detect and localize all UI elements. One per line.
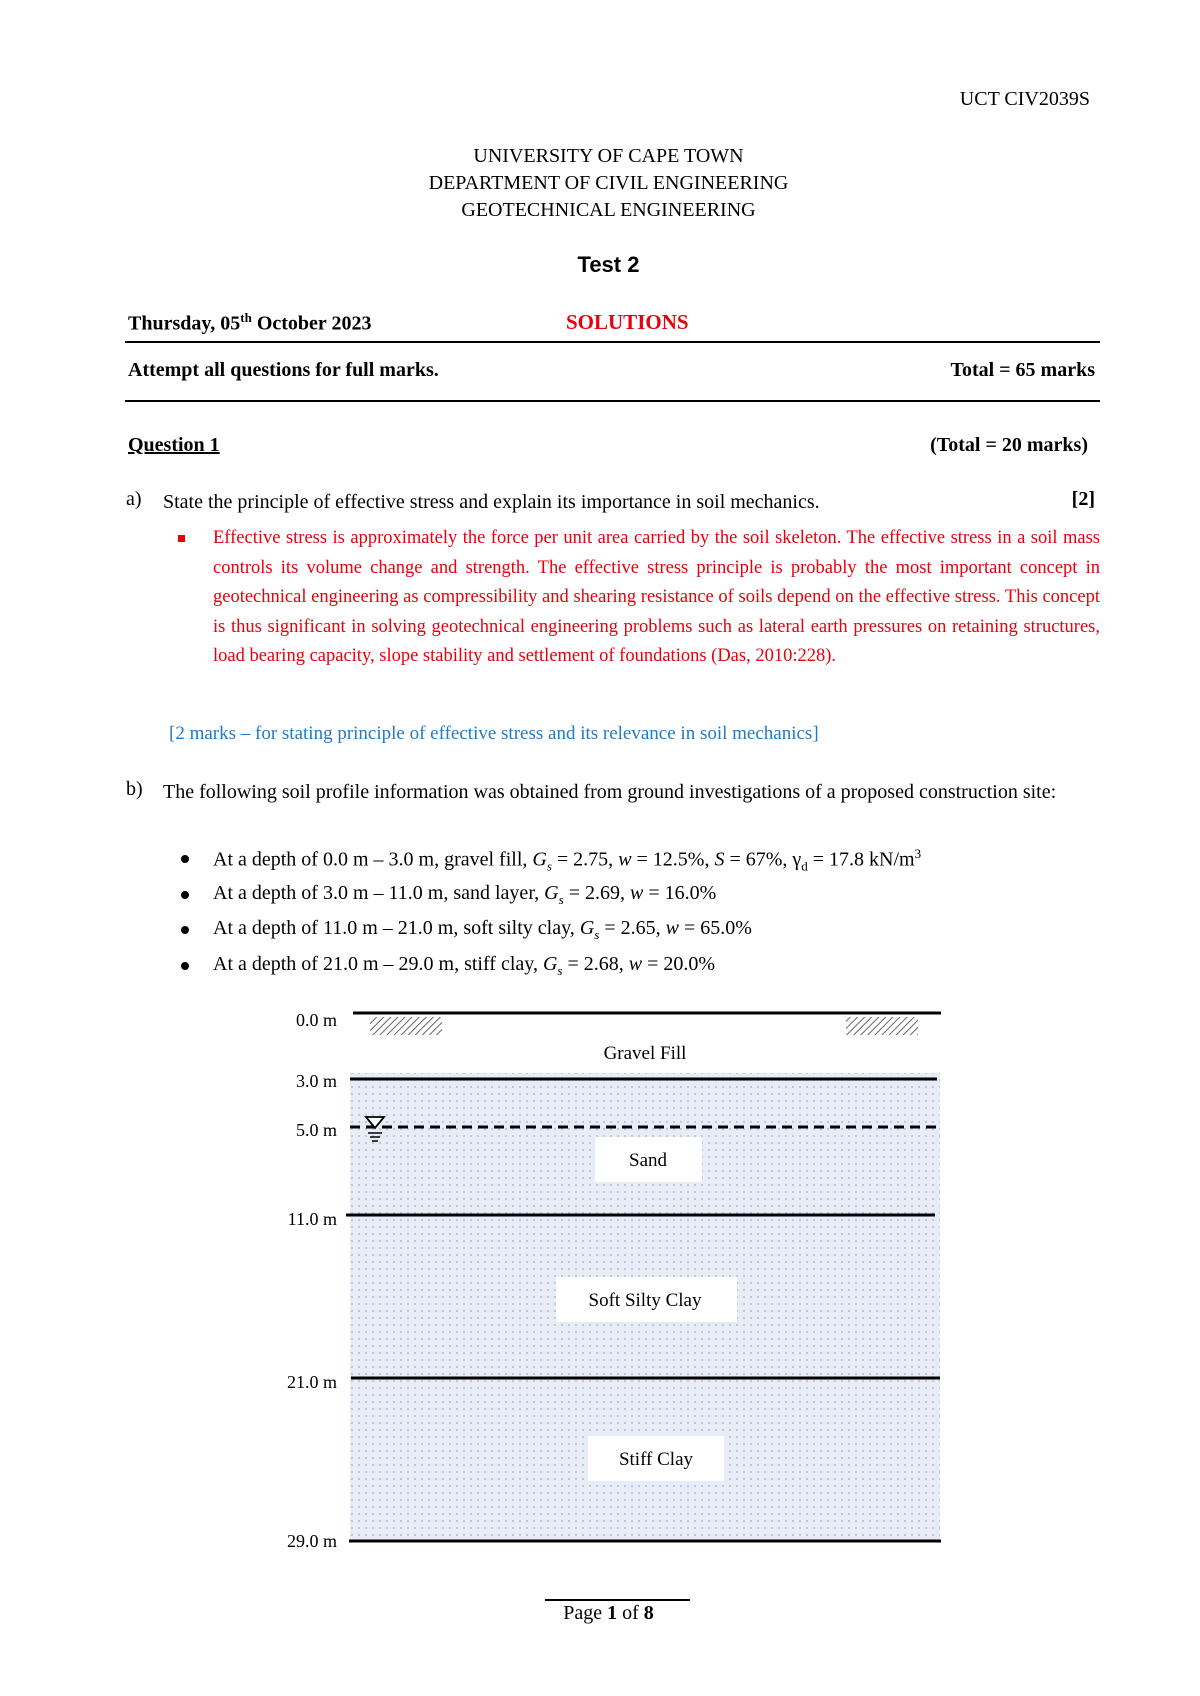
- depth-label: 5.0 m: [295, 1120, 337, 1140]
- layer-name-gravel-fill: Gravel Fill: [603, 1043, 687, 1064]
- depth-label: 3.0 m: [295, 1071, 337, 1091]
- layer-name-soft-silty-clay: Soft Silty Clay: [588, 1290, 702, 1311]
- total-marks: Total = 65 marks: [950, 359, 1095, 381]
- depth-label: 21.0 m: [286, 1372, 337, 1392]
- department-name: DEPARTMENT OF CIVIL ENGINEERING: [428, 172, 789, 194]
- depth-label: 0.0 m: [295, 1010, 337, 1030]
- date-ordinal: th: [240, 310, 252, 325]
- soil-layer-bullet: At a depth of 3.0 m – 11.0 m, sand layer, $G_s = 2.69$, w = 16.0%: [213, 882, 717, 907]
- layer-name-stiff-clay: Stiff Clay: [618, 1449, 694, 1470]
- university-name: UNIVERSITY OF CAPE TOWN: [473, 145, 744, 167]
- page-number: Page 1 of 8: [563, 1602, 654, 1624]
- part-a-marks: [2]: [1071, 488, 1095, 510]
- question-title: Question 1: [128, 434, 220, 456]
- depth-label: 11.0 m: [287, 1209, 337, 1229]
- layer-name-sand: Sand: [629, 1150, 667, 1171]
- question-total: (Total = 20 marks): [930, 434, 1088, 456]
- surface-hatch-left: [370, 1017, 442, 1035]
- depth-label: 29.0 m: [286, 1531, 337, 1551]
- date-suffix: October 2023: [251, 312, 372, 335]
- surface-hatch-right: [846, 1017, 918, 1035]
- soil-layer-bullet: At a depth of 0.0 m – 3.0 m, gravel fill, $G_s = 2.75$, w = 12.5%, S = 67%, $\gamma_d = 17.8$ $kN/m^3$: [213, 846, 922, 874]
- part-a-question: State the principle of effective stress and explain its importance in soil mechanics.: [163, 491, 820, 513]
- subject-name: GEOTECHNICAL ENGINEERING: [461, 199, 756, 221]
- part-b-question: The following soil profile information was obtained from ground investigations of a proposed construction site:: [163, 781, 1057, 803]
- soil-layer-bullet: At a depth of 11.0 m – 21.0 m, soft silty clay, $G_s = 2.65$, w = 65.0%: [213, 917, 752, 942]
- course-code: UCT CIV2039S: [959, 88, 1090, 110]
- solutions-label: SOLUTIONS: [566, 310, 689, 334]
- marking-note: [2 marks – for stating principle of effective stress and its relevance in soil mechanics]: [169, 723, 819, 744]
- footer-divider: [545, 1599, 690, 1601]
- part-a-letter: a): [126, 488, 142, 510]
- part-a-answer: Effective stress is approximately the force per unit area carried by the soil skeleton. The effective stress in a soil mass controls its volume change and strength. The effective stress principle is probably the most important concept in geotechnical engineering as compressibility and shearing resistance of soils depend on the effective stress. This concept is thus significant in solving geotechnical engineering problems such as lateral earth pressures on retaining structures, load bearing capacity, slope stability and settlement of foundations (Das, 2010:228).: [213, 528, 1100, 666]
- date-prefix: Thursday, 05: [128, 312, 241, 335]
- soil-layer-bullet: At a depth of 21.0 m – 29.0 m, stiff clay, $G_s = 2.68$, w = 20.0%: [213, 953, 716, 978]
- test-title: Test 2: [577, 252, 640, 277]
- instructions: Attempt all questions for full marks.: [128, 359, 439, 381]
- part-b-letter: b): [126, 778, 143, 800]
